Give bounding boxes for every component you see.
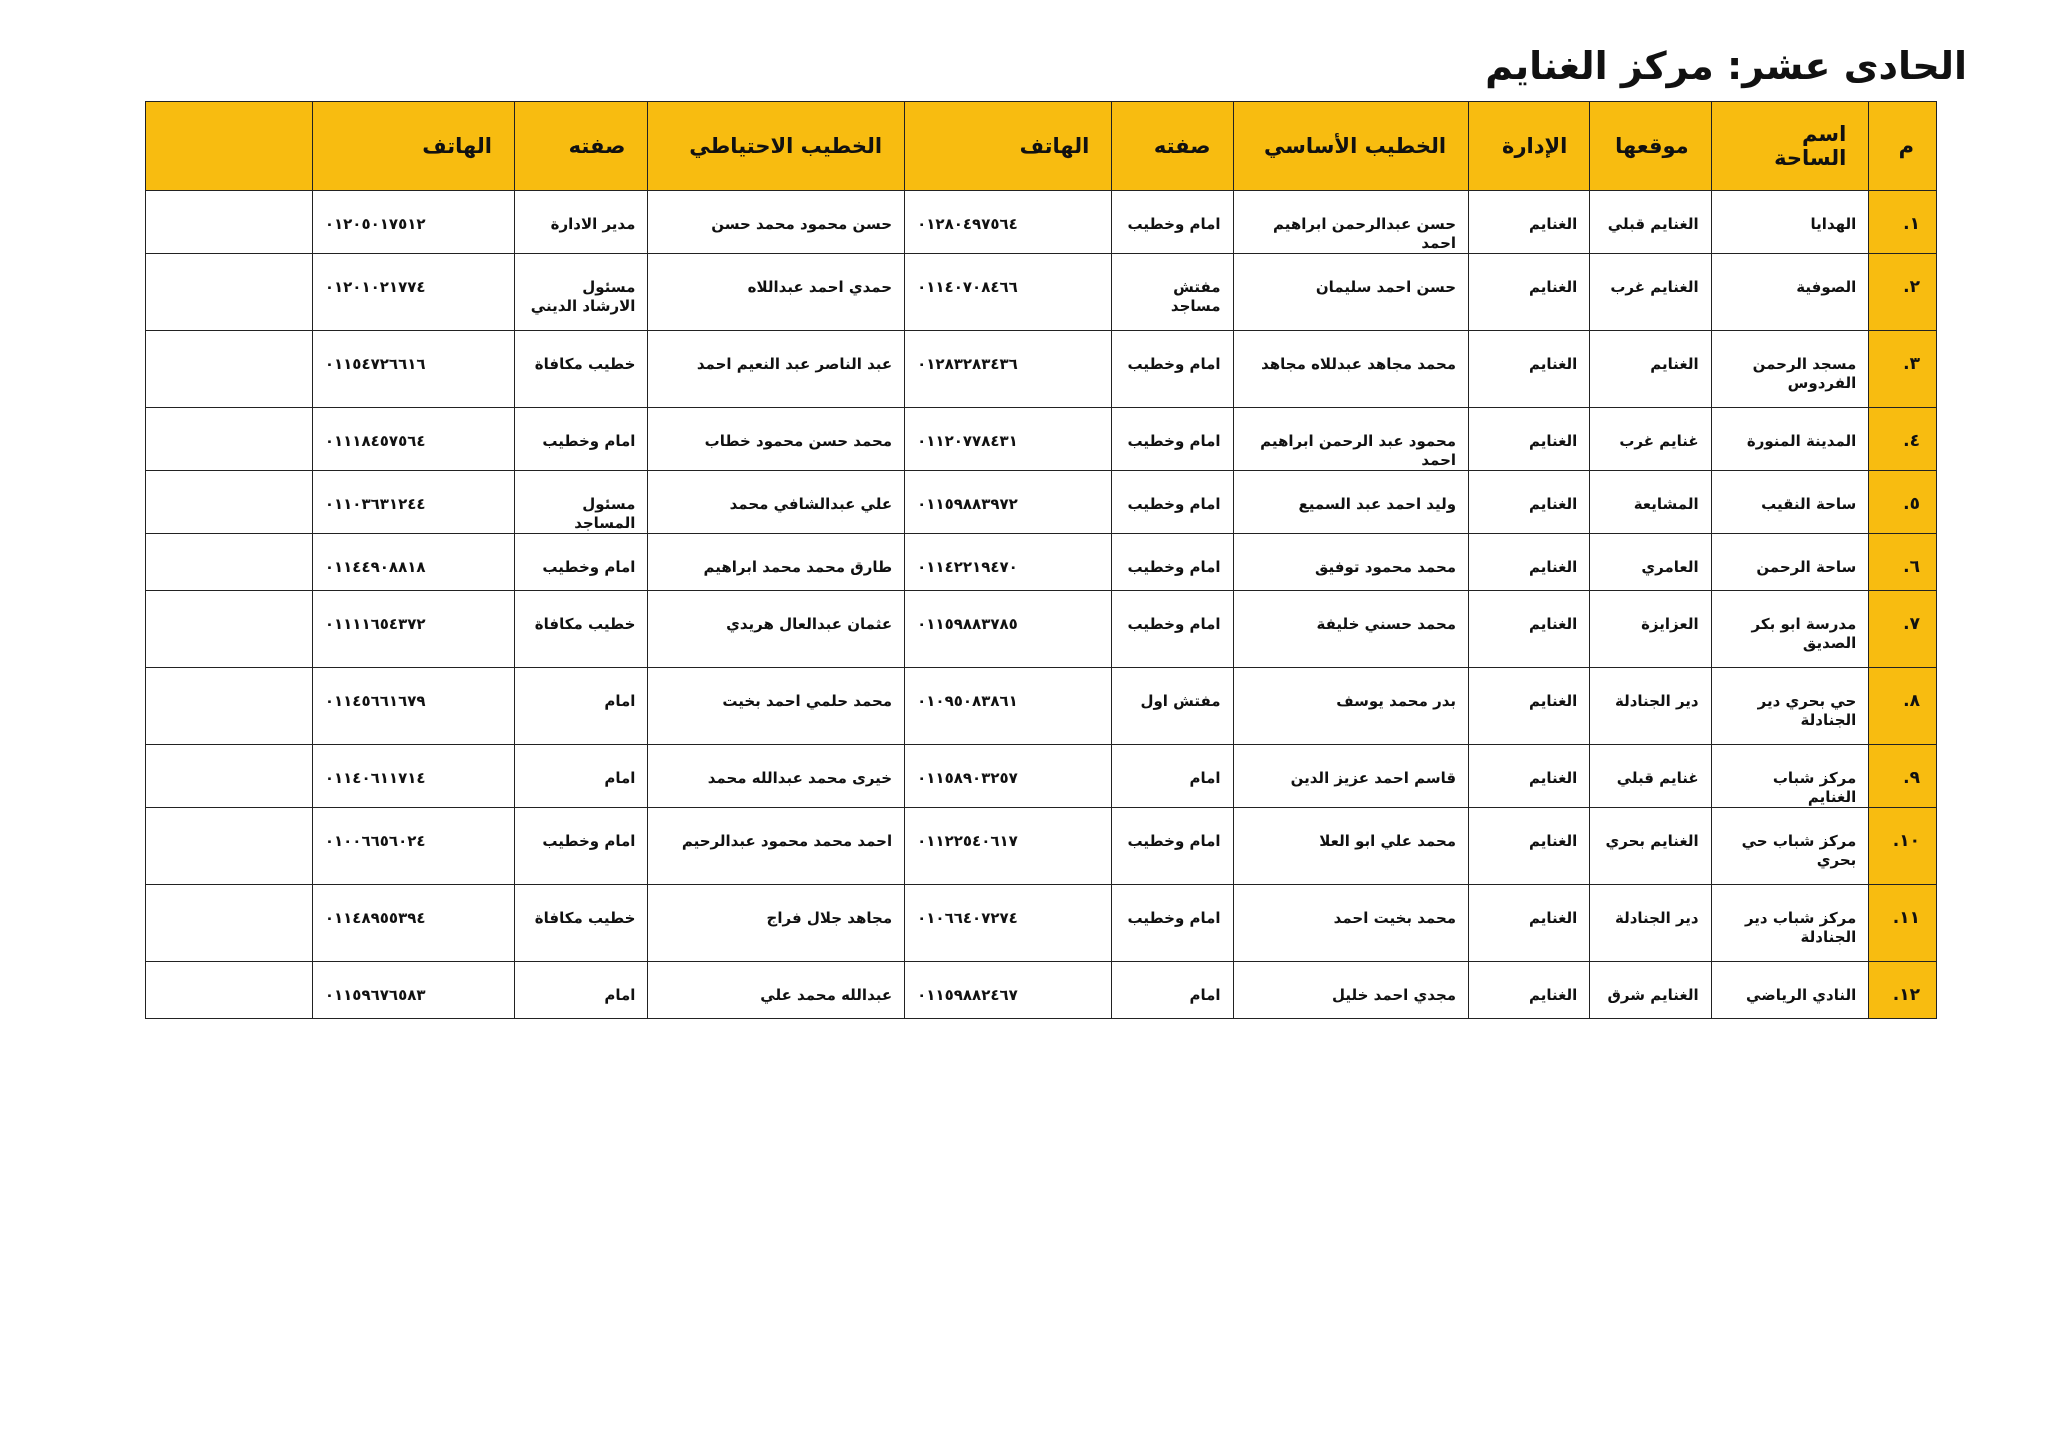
cell-location: غنايم غرب [1590,408,1711,471]
header-administration: الإدارة [1469,102,1590,191]
cell-num: ٨. [1869,668,1937,745]
cell-site-name: المدينة المنورة [1711,408,1869,471]
header-backup-phone: الهاتف [312,102,514,191]
cell-site-name: مركز شباب الغنايم [1711,745,1869,808]
cell-location: الغنايم [1590,331,1711,408]
cell-primary-phone: ٠١٠٦٦٤٠٧٢٧٤ [905,885,1112,962]
cell-backup-preacher: حسن محمود محمد حسن [648,191,905,254]
cell-administration: الغنايم [1469,331,1590,408]
cell-backup-phone: ٠١٢٠١٠٢١٧٧٤ [312,254,514,331]
cell-backup-phone: ٠١١٥٤٧٢٦٦١٦ [312,331,514,408]
cell-location: العامري [1590,534,1711,591]
cell-administration: الغنايم [1469,962,1590,1019]
cell-primary-preacher: محمود عبد الرحمن ابراهيم احمد [1233,408,1468,471]
table-row [146,408,1937,471]
cell-primary-role: امام وخطيب [1112,408,1233,471]
cell-num: ١. [1869,191,1937,254]
cell-extra [146,408,313,471]
cell-administration: الغنايم [1469,745,1590,808]
cell-backup-role: مسئول الارشاد الديني [514,254,647,331]
cell-administration: الغنايم [1469,808,1590,885]
cell-num: ٣. [1869,331,1937,408]
cell-location: العزايزة [1590,591,1711,668]
cell-backup-role: خطيب مكافاة [514,885,647,962]
cell-primary-role: امام وخطيب [1112,191,1233,254]
cell-site-name: ساحة النقيب [1711,471,1869,534]
cell-backup-phone: ٠١١٤٤٩٠٨٨١٨ [312,534,514,591]
cell-primary-role: امام وخطيب [1112,534,1233,591]
cell-extra [146,331,313,408]
cell-backup-phone: ٠١١٠٣٦٣١٢٤٤ [312,471,514,534]
cell-primary-phone: ٠١٢٨٠٤٩٧٥٦٤ [905,191,1112,254]
cell-site-name: مسجد الرحمن الفردوس [1711,331,1869,408]
cell-primary-role: مفتش مساجد [1112,254,1233,331]
cell-location: الغنايم بحري [1590,808,1711,885]
cell-backup-preacher: مجاهد جلال فراج [648,885,905,962]
cell-backup-preacher: محمد حلمي احمد بخيت [648,668,905,745]
cell-site-name: الهدايا [1711,191,1869,254]
cell-backup-role: امام [514,745,647,808]
cell-num: ١٢. [1869,962,1937,1019]
table-row [146,668,1937,745]
cell-backup-phone: ٠١٢٠٥٠١٧٥١٢ [312,191,514,254]
cell-location: الغنايم شرق [1590,962,1711,1019]
cell-backup-preacher: حمدي احمد عبداللاه [648,254,905,331]
header-primary-role: صفته [1112,102,1233,191]
cell-primary-preacher: حسن احمد سليمان [1233,254,1468,331]
cell-administration: الغنايم [1469,591,1590,668]
cell-extra [146,962,313,1019]
cell-primary-phone: ٠١١٥٩٨٨٢٤٦٧ [905,962,1112,1019]
cell-extra [146,885,313,962]
cell-site-name: مركز شباب دير الجنادلة [1711,885,1869,962]
header-primary-phone: الهاتف [905,102,1112,191]
cell-extra [146,668,313,745]
cell-location: المشايعة [1590,471,1711,534]
cell-primary-phone: ٠١١٢٠٧٧٨٤٣١ [905,408,1112,471]
cell-primary-preacher: حسن عبدالرحمن ابراهيم احمد [1233,191,1468,254]
table-row [146,745,1937,808]
cell-num: ٤. [1869,408,1937,471]
cell-primary-phone: ٠١١٥٨٩٠٣٢٥٧ [905,745,1112,808]
cell-num: ٢. [1869,254,1937,331]
cell-backup-preacher: خيرى محمد عبدالله محمد [648,745,905,808]
cell-location: الغنايم قبلي [1590,191,1711,254]
cell-primary-role: امام وخطيب [1112,808,1233,885]
cell-num: ١١. [1869,885,1937,962]
cell-location: الغنايم غرب [1590,254,1711,331]
cell-backup-preacher: علي عبدالشافي محمد [648,471,905,534]
cell-backup-role: امام [514,962,647,1019]
cell-backup-role: مسئول المساجد [514,471,647,534]
cell-site-name: النادي الرياضي [1711,962,1869,1019]
cell-backup-role: امام وخطيب [514,408,647,471]
cell-administration: الغنايم [1469,254,1590,331]
table-row [146,534,1937,591]
header-num: م [1869,102,1937,191]
cell-primary-phone: ٠١١٢٢٥٤٠٦١٧ [905,808,1112,885]
cell-location: دير الجنادلة [1590,668,1711,745]
cell-num: ٦. [1869,534,1937,591]
roster-table-container [145,101,1937,1019]
cell-backup-role: امام وخطيب [514,534,647,591]
cell-extra [146,254,313,331]
cell-administration: الغنايم [1469,408,1590,471]
cell-site-name: ساحة الرحمن [1711,534,1869,591]
cell-primary-phone: ٠١٠٩٥٠٨٣٨٦١ [905,668,1112,745]
table-row [146,331,1937,408]
cell-primary-preacher: محمد حسني خليفة [1233,591,1468,668]
header-primary-preacher: الخطيب الأساسي [1233,102,1468,191]
cell-backup-phone: ٠١١٤٨٩٥٥٣٩٤ [312,885,514,962]
page-title: الحادى عشر: مركز الغنايم [1485,44,1967,88]
cell-site-name: الصوفية [1711,254,1869,331]
cell-backup-role: مدير الادارة [514,191,647,254]
cell-administration: الغنايم [1469,191,1590,254]
cell-extra [146,745,313,808]
cell-extra [146,191,313,254]
cell-primary-role: مفتش اول [1112,668,1233,745]
cell-administration: الغنايم [1469,471,1590,534]
cell-backup-preacher: محمد حسن محمود خطاب [648,408,905,471]
cell-primary-role: امام وخطيب [1112,471,1233,534]
cell-site-name: حي بحري دير الجنادلة [1711,668,1869,745]
cell-backup-preacher: طارق محمد محمد ابراهيم [648,534,905,591]
header-extra [146,102,313,191]
cell-primary-preacher: محمد محمود توفيق [1233,534,1468,591]
cell-extra [146,471,313,534]
cell-primary-phone: ٠١١٤٢٢١٩٤٧٠ [905,534,1112,591]
cell-backup-phone: ٠١١١١٦٥٤٣٧٢ [312,591,514,668]
cell-primary-preacher: محمد بخيت احمد [1233,885,1468,962]
roster-table [145,101,1937,1019]
cell-administration: الغنايم [1469,668,1590,745]
cell-num: ٧. [1869,591,1937,668]
cell-primary-phone: ٠١٢٨٣٢٨٣٤٣٦ [905,331,1112,408]
table-row [146,591,1937,668]
cell-primary-role: امام [1112,962,1233,1019]
cell-backup-phone: ٠١١٤٥٦٦١٦٧٩ [312,668,514,745]
header-location: موقعها [1590,102,1711,191]
table-row [146,191,1937,254]
cell-primary-role: امام وخطيب [1112,885,1233,962]
cell-primary-preacher: بدر محمد يوسف [1233,668,1468,745]
cell-administration: الغنايم [1469,885,1590,962]
cell-backup-phone: ٠١١١٨٤٥٧٥٦٤ [312,408,514,471]
cell-primary-preacher: محمد علي ابو العلا [1233,808,1468,885]
table-row [146,808,1937,885]
cell-primary-phone: ٠١١٥٩٨٨٣٩٧٢ [905,471,1112,534]
cell-primary-preacher: محمد مجاهد عبدللاه مجاهد [1233,331,1468,408]
header-backup-role: صفته [514,102,647,191]
cell-primary-preacher: وليد احمد عبد السميع [1233,471,1468,534]
cell-backup-phone: ٠١١٤٠٦١١٧١٤ [312,745,514,808]
cell-extra [146,534,313,591]
cell-num: ١٠. [1869,808,1937,885]
cell-backup-role: خطيب مكافاة [514,591,647,668]
header-site-name: اسم الساحة [1711,102,1869,191]
cell-location: غنايم قبلي [1590,745,1711,808]
table-header-row [146,102,1937,191]
cell-backup-role: امام [514,668,647,745]
table-row [146,885,1937,962]
cell-site-name: مركز شباب حي بحري [1711,808,1869,885]
cell-extra [146,591,313,668]
table-row [146,962,1937,1019]
cell-backup-preacher: عبد الناصر عبد النعيم احمد [648,331,905,408]
cell-backup-preacher: احمد محمد محمود عبدالرحيم [648,808,905,885]
cell-num: ٩. [1869,745,1937,808]
cell-primary-role: امام وخطيب [1112,331,1233,408]
cell-backup-role: امام وخطيب [514,808,647,885]
cell-primary-preacher: مجدي احمد خليل [1233,962,1468,1019]
cell-backup-preacher: عبدالله محمد علي [648,962,905,1019]
table-body [146,191,1937,1019]
cell-primary-role: امام [1112,745,1233,808]
cell-backup-role: خطيب مكافاة [514,331,647,408]
cell-primary-preacher: قاسم احمد عزيز الدين [1233,745,1468,808]
header-backup-preacher: الخطيب الاحتياطي [648,102,905,191]
table-row [146,471,1937,534]
cell-primary-phone: ٠١١٥٩٨٨٣٧٨٥ [905,591,1112,668]
cell-administration: الغنايم [1469,534,1590,591]
cell-backup-preacher: عثمان عبدالعال هريدي [648,591,905,668]
cell-location: دير الجنادلة [1590,885,1711,962]
table-row [146,254,1937,331]
cell-num: ٥. [1869,471,1937,534]
cell-backup-phone: ٠١١٥٩٦٧٦٥٨٣ [312,962,514,1019]
cell-site-name: مدرسة ابو بكر الصديق [1711,591,1869,668]
cell-primary-phone: ٠١١٤٠٧٠٨٤٦٦ [905,254,1112,331]
cell-primary-role: امام وخطيب [1112,591,1233,668]
cell-backup-phone: ٠١٠٠٦٦٥٦٠٢٤ [312,808,514,885]
cell-extra [146,808,313,885]
